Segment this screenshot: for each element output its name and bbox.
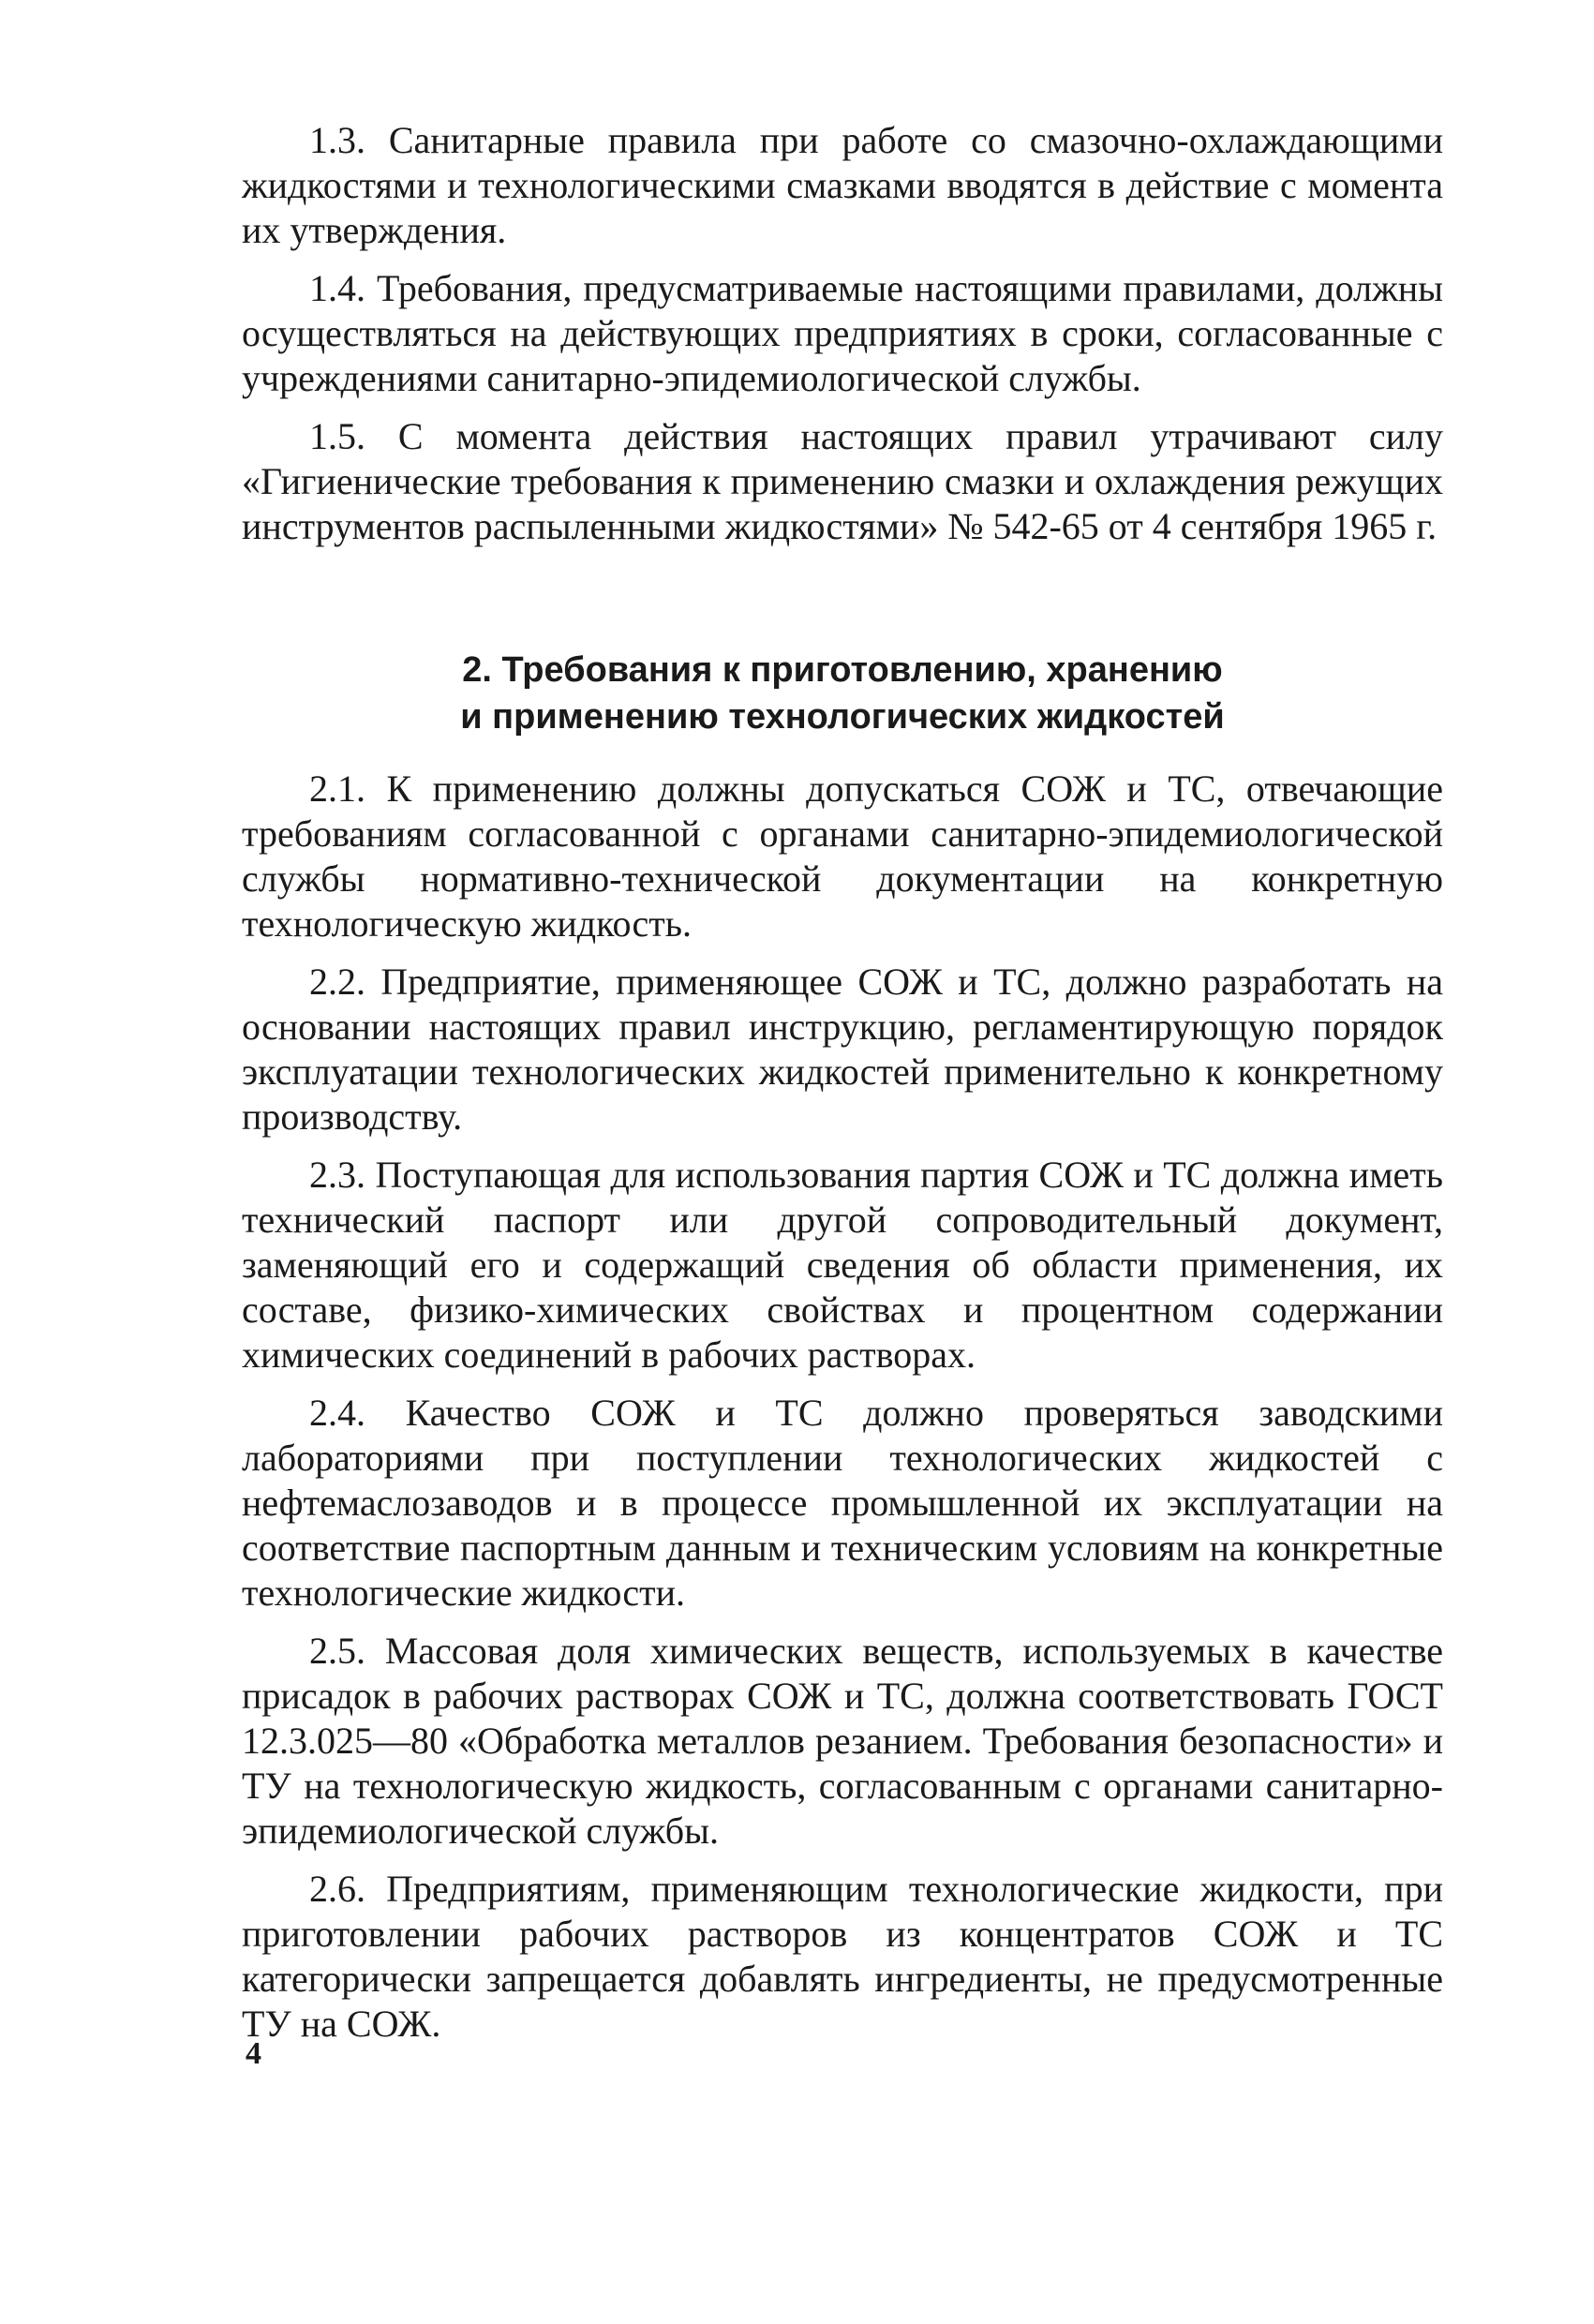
section-2-heading-line-1: 2. Требования к приготовлению, хранению [462,650,1223,690]
intro-paragraphs [242,118,1443,549]
paragraph-1-3: 1.3. Санитарные правила при работе со смазочно-охлаждающими жидкостями и технологическими смазками вводятся в действие с момента их утверждения. [242,119,1443,251]
section-2-heading-line-2: и применению технологических жидкостей [460,697,1225,737]
paragraph-2-5: 2.5. Массовая доля химических веществ, используемых в качестве присадок в рабочих растворах СОЖ и ТС, должна соответствовать ГОСТ 12.3.025—80 «Обработка металлов резанием. Требования безопасности» и ТУ на технологическую жидкость, согласованным с органами санитарно-эпидемиологической службы. [242,1630,1443,1852]
paragraph-1-5: 1.5. С момента действия настоящих правил утрачивают силу «Гигиенические требования к применению смазки и охлаждения режущих инструментов распыленными жидкостями» № 542-65 от 4 сентября 1965 г. [242,415,1443,547]
section-2-heading [242,647,1443,740]
page-number: 4 [246,2036,261,2071]
section-2-paragraphs [242,767,1443,2047]
paragraph-2-4: 2.4. Качество СОЖ и ТС должно проверяться заводскими лабораториями при поступлении технологических жидкостей с нефтемаслозаводов и в процессе промышленной их эксплуатации на соответствие паспортным данным и техническим условиям на конкретные технологические жидкости. [242,1392,1443,1614]
paragraph-2-2: 2.2. Предприятие, применяющее СОЖ и ТС, должно разработать на основании настоящих правил инструкцию, регламентирующую порядок эксплуатации технологических жидкостей применительно к конкретному производству. [242,961,1443,1138]
paragraph-2-1: 2.1. К применению должны допускаться СОЖ и ТС, отвечающие требованиям согласованной с органами санитарно-эпидемиологической службы нормативно-технической документации на конкретную технологическую жидкость. [242,767,1443,945]
paragraph-2-3: 2.3. Поступающая для использования партия СОЖ и ТС должна иметь технический паспорт или другой сопроводительный документ, заменяющий его и содержащий сведения об области применения, их составе, физико-химических свойствах и процентном содержании химических соединений в рабочих растворах. [242,1154,1443,1376]
paragraph-2-6: 2.6. Предприятиям, применяющим технологические жидкости, при приготовлении рабочих растворов из концентратов СОЖ и ТС категорически запрещается добавлять ингредиенты, не предусмотренные ТУ на СОЖ. [242,1868,1443,2045]
paragraph-1-4: 1.4. Требования, предусматриваемые настоящими правилами, должны осуществляться на действующих предприятиях в сроки, согласованные с учреждениями санитарно-эпидемиологической службы. [242,267,1443,399]
